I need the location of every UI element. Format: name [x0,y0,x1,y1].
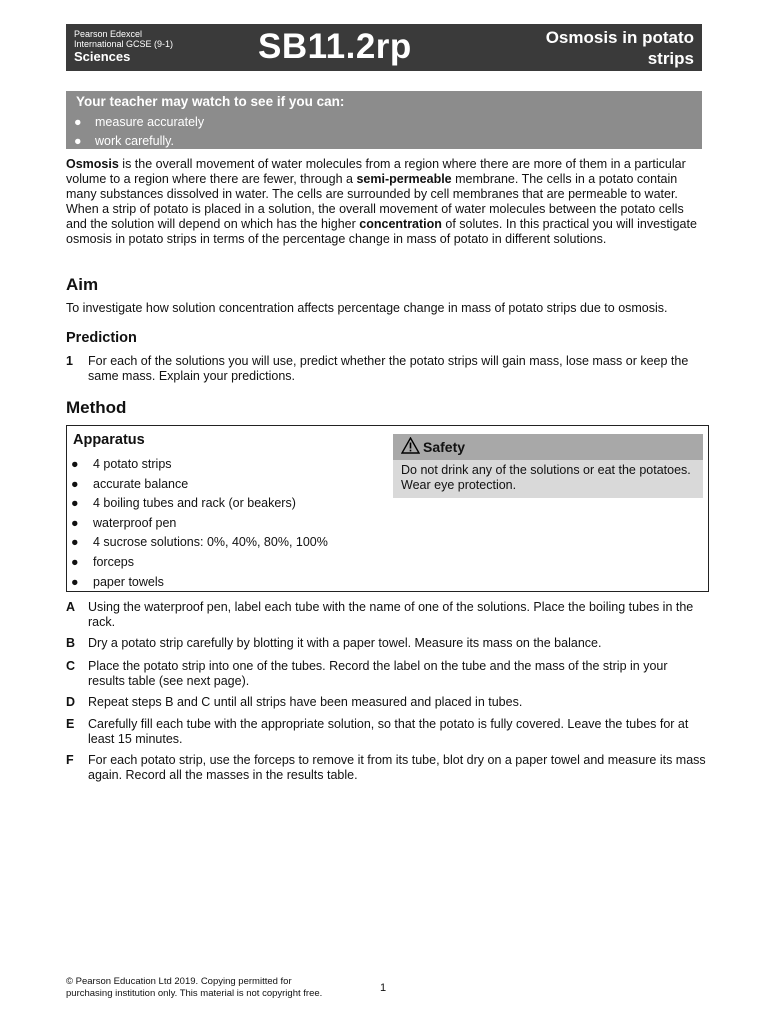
step-text: For each potato strip, use the forceps to remove it from its tube, blot dry on a paper towel and measure its mass again. Record all the masses in the results table. [88,753,706,782]
step-text: Repeat steps B and C until all strips have been measured and placed in tubes. [88,695,523,709]
apparatus-item: ● 4 boiling tubes and rack (or beakers) [71,494,328,514]
apparatus-item: ● 4 potato strips [71,455,328,475]
step-text: Carefully fill each tube with the appropriate solution, so that the potato is fully covered. Leave the tubes for at least 15 minutes. [88,717,689,746]
apparatus-item: ● forceps [71,553,328,573]
prediction-question [66,354,706,384]
step-letter: E [66,717,75,731]
method-step [66,717,706,747]
method-step [66,659,706,689]
step-text: Using the waterproof pen, label each tube with the name of one of the solutions. Place the boiling tubes in the rack. [88,600,694,629]
publisher-logo [74,30,173,64]
bullet-dot-icon: ● [71,496,79,511]
page-header [66,24,702,71]
step-letter: D [66,695,76,709]
safety-header [393,434,703,460]
title-line-2: strips [647,49,694,68]
watch-title: Your teacher may watch to see if you can: [76,94,345,109]
copyright-line-1: © Pearson Education Ltd 2019. Copying permitted for [66,976,292,987]
method-step [66,636,706,651]
apparatus-item: ● 4 sucrose solutions: 0%, 40%, 80%, 100% [71,533,328,553]
worksheet-title [546,27,694,69]
worksheet-code: SB11.2rp [258,27,412,66]
page-number: 1 [380,982,387,994]
watch-item: ● measure accurately [74,113,204,132]
watch-item: ● work carefully. [74,132,204,151]
bullet-dot-icon: ● [74,134,82,148]
apparatus-list [71,455,328,592]
question-number: 1 [66,354,73,368]
apparatus-heading: Apparatus [73,432,145,448]
intro-paragraph: Osmosis is the overall movement of water molecules from a region where there are more of them in a particular volume to a region where there are fewer, through a semi-permeable membrane. The cells in a potato contain many substances dissolved in water. The cells are surrounded by cell membranes that are permeable to water. When a strip of potato is placed in a solution, the overall movement of water molecules between the potato cells and the solution will depend on which has the higher concentration of solutes. In this practical you will investigate osmosis in potato strips in terms of the percentage change in mass of potato in different solutions. [66,157,697,246]
brand-line-1: Pearson Edexcel [74,29,143,39]
method-step [66,600,706,630]
bullet-dot-icon: ● [71,574,79,589]
copyright-notice [66,976,356,1000]
step-letter: C [66,659,76,673]
apparatus-item: ● waterproof pen [71,514,328,534]
method-step [66,695,706,710]
copyright-line-2: purchasing institution only. This material is not copyright free. [66,988,323,999]
step-letter: B [66,636,76,650]
brand-line-3: Sciences [74,48,131,64]
step-letter: F [66,753,74,767]
method-heading: Method [66,398,127,417]
method-step [66,753,706,783]
watch-list [74,113,204,151]
aim-text: To investigate how solution concentration affects percentage change in mass of potato strips due to osmosis. [66,301,668,315]
bullet-dot-icon: ● [71,535,79,550]
bullet-dot-icon: ● [71,457,79,471]
safety-box [393,434,703,498]
apparatus-item: ● paper towels [71,573,328,593]
brand-line-2: International GCSE (9-1) [74,38,174,49]
safety-heading: Safety [423,439,466,455]
bullet-dot-icon: ● [74,115,82,129]
apparatus-item: ● accurate balance [71,475,328,495]
prediction-heading: Prediction [66,330,137,346]
warning-triangle-icon [401,437,420,454]
teacher-watch-box [66,91,702,149]
title-line-1: Osmosis in potato [545,28,694,47]
bullet-dot-icon: ● [71,476,79,491]
safety-text: Do not drink any of the solutions or eat the potatoes. Wear eye protection. [401,463,691,492]
step-letter: A [66,600,76,614]
apparatus-box [66,425,709,592]
bullet-dot-icon: ● [71,515,79,530]
aim-heading: Aim [66,275,99,294]
step-text: Place the potato strip into one of the tubes. Record the label on the tube and the mass of the strip in your results table (see next page). [88,659,668,688]
step-text: Dry a potato strip carefully by blotting it with a paper towel. Measure its mass on the balance. [88,636,602,650]
question-text: For each of the solutions you will use, predict whether the potato strips will gain mass, lose mass or keep the same mass. Explain your predictions. [88,354,689,383]
bullet-dot-icon: ● [71,554,79,569]
